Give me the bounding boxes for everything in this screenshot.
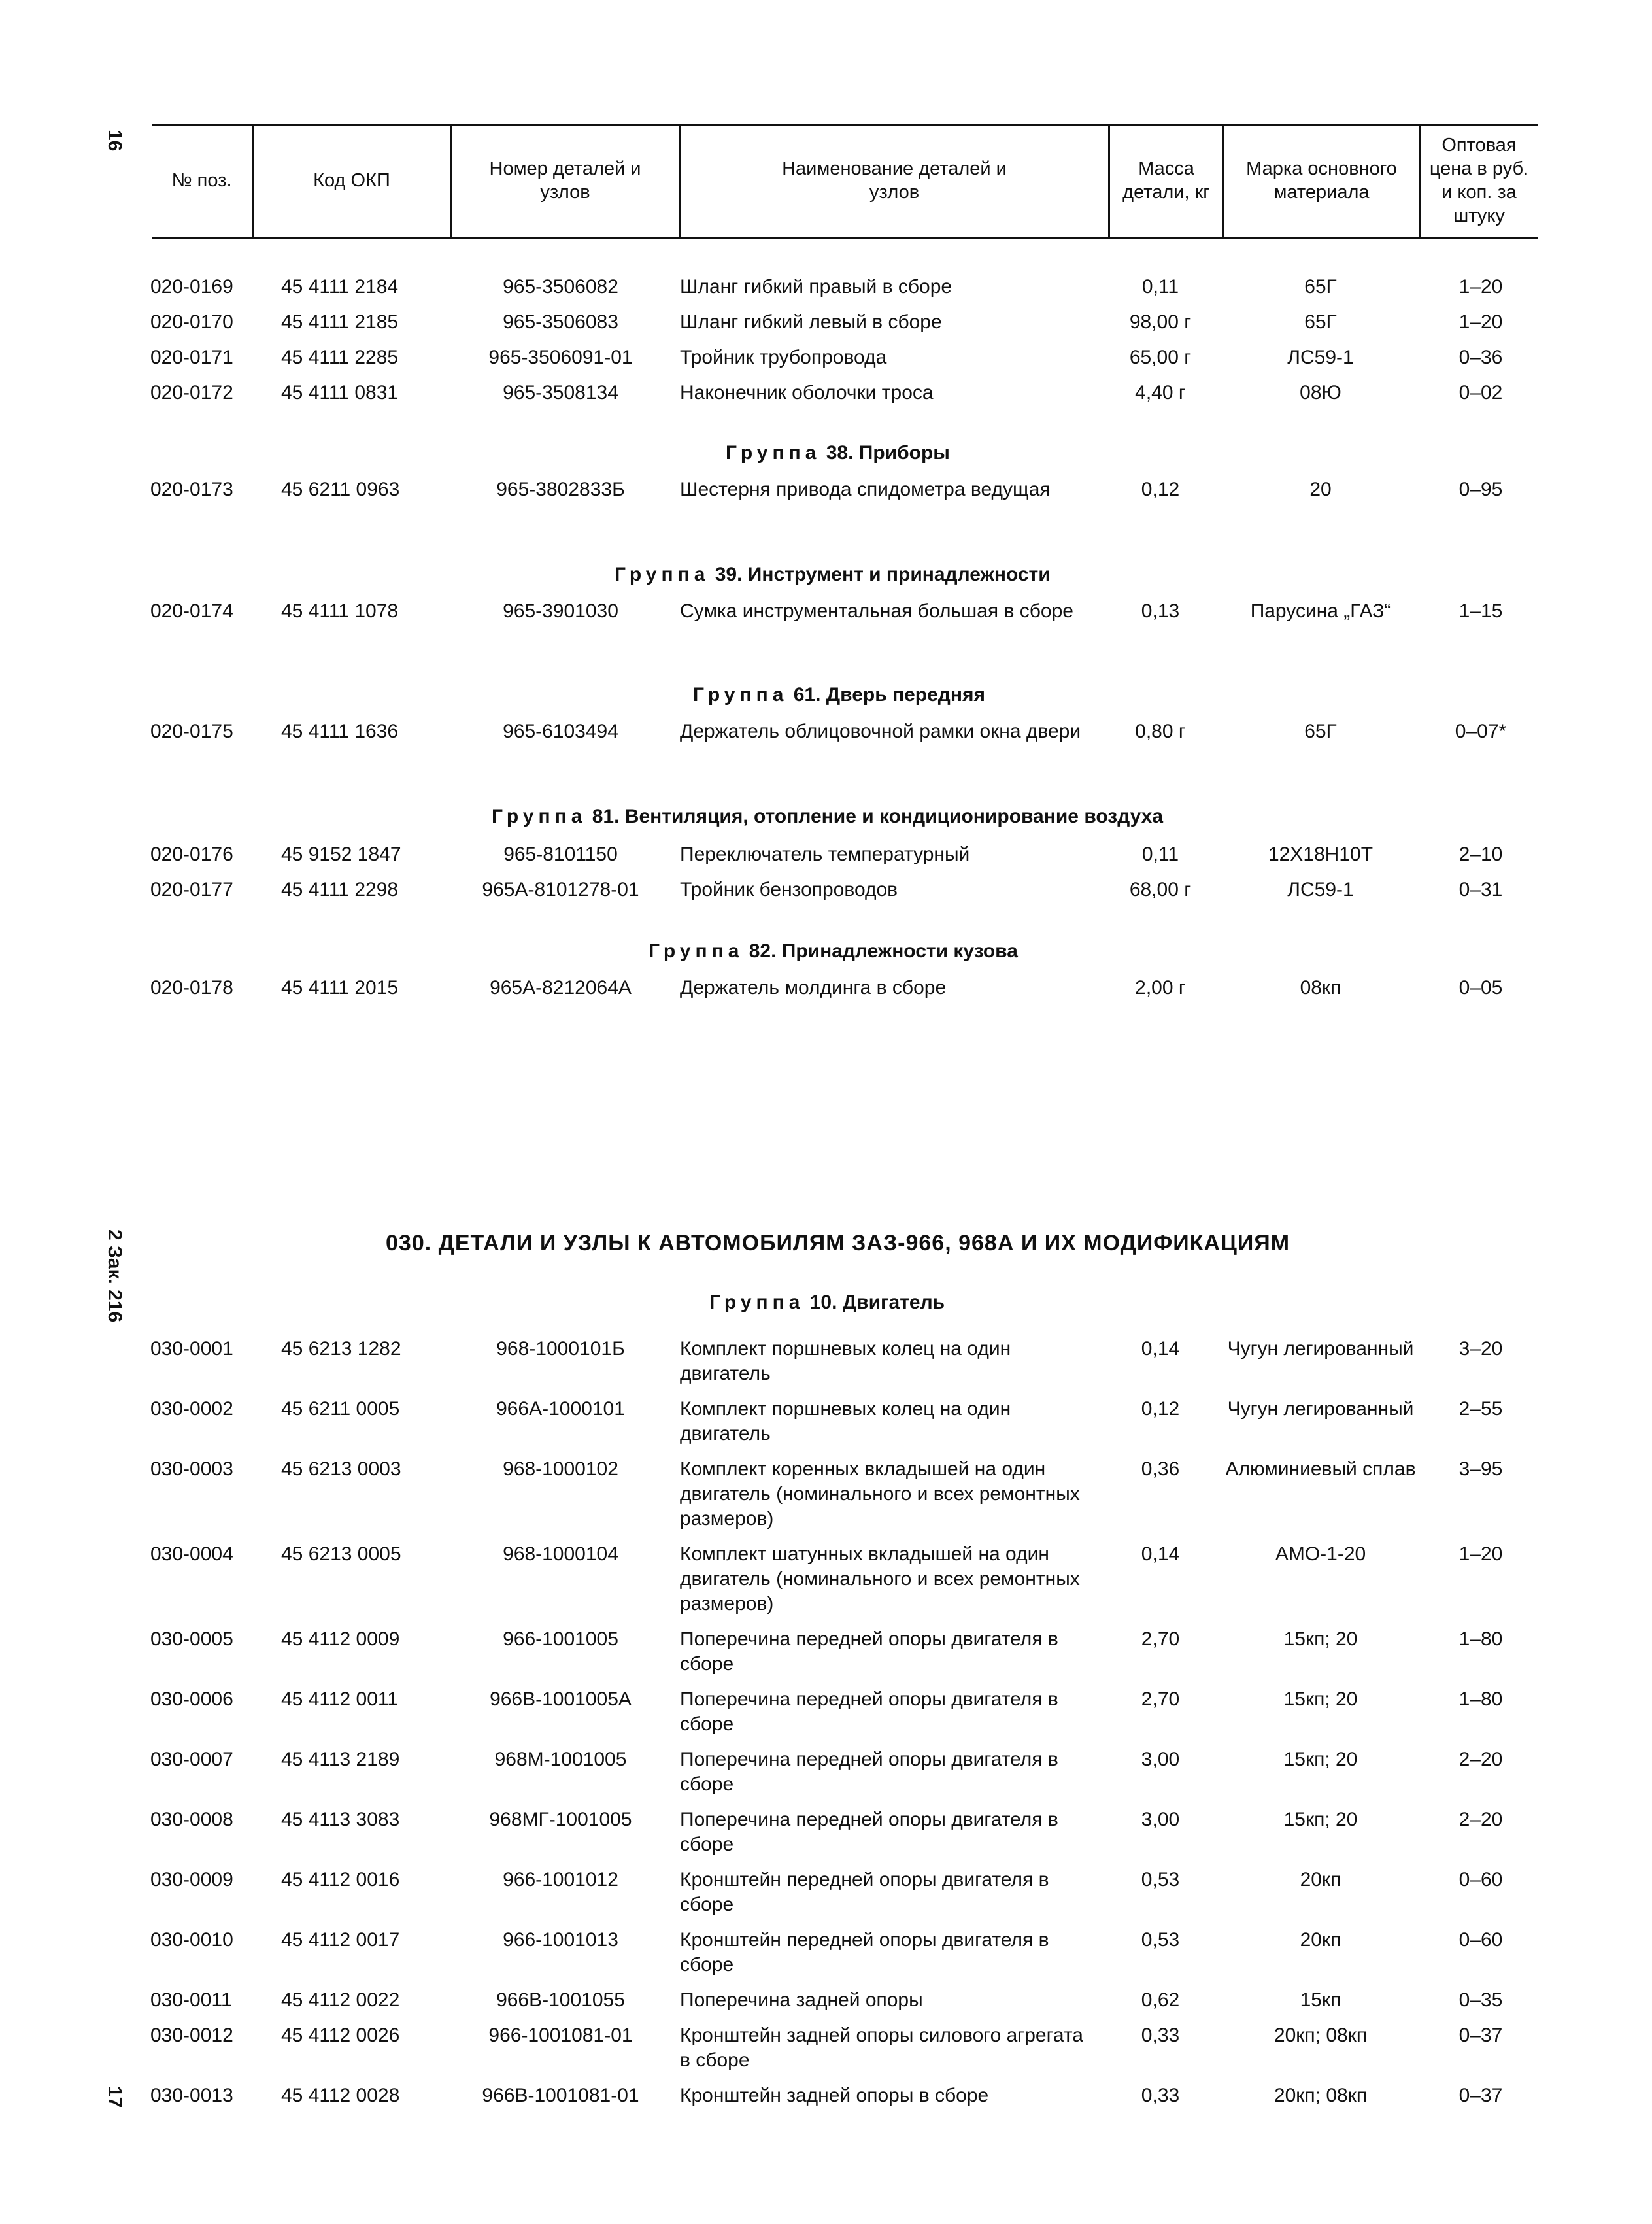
group-label: Группа [615, 564, 710, 585]
price-cell: 1–80 [1458, 1628, 1503, 1650]
price-cell: 2–10 [1458, 844, 1503, 865]
okp-cell: 45 6213 0003 [281, 1458, 401, 1480]
group-heading [492, 806, 1163, 828]
pos-cell: 030-0007 [150, 1749, 233, 1770]
group-label: Группа [709, 1292, 805, 1313]
material-cell: 20кп; 08кп [1273, 2025, 1368, 2046]
part-name-cell: Держатель молдинга в сборе [680, 977, 947, 999]
pos-cell: 030-0002 [150, 1398, 233, 1420]
mass-cell: 0,12 [1141, 479, 1180, 500]
material-cell: Чугун легированный [1227, 1338, 1414, 1360]
price-cell: 0–07* [1455, 721, 1507, 742]
header-pos: № поз. [171, 170, 232, 191]
group-heading [726, 442, 950, 464]
okp-cell: 45 4111 2298 [281, 879, 399, 900]
mass-cell: 3,00 [1141, 1809, 1180, 1830]
pos-cell: 020-0169 [150, 276, 233, 298]
price-cell: 1–20 [1458, 311, 1503, 333]
page-number-left: 16 [104, 129, 126, 152]
mass-cell: 0,14 [1141, 1338, 1180, 1360]
group-heading [693, 684, 985, 706]
part-number-cell: 966В-1001055 [496, 1989, 625, 2011]
part-name-cell: Поперечина передней опоры двигателя в сборе [680, 1809, 1058, 1855]
group-label: Группа [492, 806, 587, 827]
material-cell: 20кп [1300, 1869, 1341, 1890]
pos-cell: 030-0004 [150, 1543, 233, 1565]
group-title: 81. Вентиляция, отопление и кондиционирование воздуха [592, 806, 1164, 827]
pos-cell: 030-0013 [150, 2085, 233, 2106]
pos-cell: 020-0173 [150, 479, 233, 500]
part-name-cell: Тройник бензопроводов [680, 879, 898, 900]
part-name-cell: Поперечина передней опоры двигателя в сборе [680, 1688, 1058, 1735]
group-heading [709, 1292, 945, 1314]
part-number-cell: 965-8101150 [503, 844, 618, 865]
part-name-cell: Наконечник оболочки троса [680, 382, 934, 403]
material-cell: 15кп; 20 [1283, 1749, 1358, 1770]
okp-cell: 45 4111 1078 [281, 600, 399, 622]
price-cell: 0–05 [1458, 977, 1503, 999]
mass-cell: 98,00 г [1129, 311, 1192, 333]
mass-cell: 0,14 [1141, 1543, 1180, 1565]
section-title: 030. ДЕТАЛИ И УЗЛЫ К АВТОМОБИЛЯМ ЗАЗ-966, 968А И ИХ МОДИФИКАЦИЯМ [386, 1231, 1290, 1256]
part-number-cell: 966А-1000101 [496, 1398, 625, 1420]
header-bottom-rule [152, 237, 1538, 239]
okp-cell: 45 4113 3083 [281, 1809, 400, 1830]
part-number-cell: 966В-1001081-01 [482, 2085, 639, 2106]
mass-cell: 0,62 [1141, 1989, 1180, 2011]
pos-cell: 030-0008 [150, 1809, 233, 1830]
part-number-cell: 966-1001005 [503, 1628, 618, 1650]
part-name-cell: Комплект коренных вкладышей на один двигатель (номинального и всех ремонтных размеров) [680, 1458, 1080, 1530]
okp-cell: 45 4112 0022 [281, 1989, 400, 2011]
part-name-cell: Комплект поршневых колец на один двигатель [680, 1398, 1011, 1445]
part-number-cell: 966-1001081-01 [488, 2025, 633, 2046]
print-order-mark: 2 Зак. 216 [104, 1229, 126, 1323]
price-cell: 2–20 [1458, 1809, 1503, 1830]
price-cell: 1–15 [1458, 600, 1503, 622]
price-cell: 0–37 [1458, 2085, 1503, 2106]
price-cell: 0–31 [1458, 879, 1503, 900]
material-cell: Алюминиевый сплав [1225, 1458, 1416, 1480]
part-number-cell: 968-1000104 [503, 1543, 618, 1565]
part-name-cell: Кронштейн задней опоры в сборе [680, 2085, 989, 2106]
price-cell: 1–20 [1458, 276, 1503, 298]
pos-cell: 020-0170 [150, 311, 233, 333]
material-cell: 15кп; 20 [1283, 1809, 1358, 1830]
mass-cell: 65,00 г [1129, 347, 1192, 368]
mass-cell: 0,80 г [1135, 721, 1186, 742]
part-number-cell: 968М-1001005 [494, 1749, 627, 1770]
group-label: Группа [649, 940, 744, 962]
part-number-cell: 968-1000102 [503, 1458, 618, 1480]
mass-cell: 3,00 [1141, 1749, 1180, 1770]
pos-cell: 030-0011 [150, 1989, 232, 2011]
price-cell: 2–20 [1458, 1749, 1503, 1770]
header-material: Марка основного материала [1246, 158, 1397, 203]
part-number-cell: 968-1000101Б [496, 1338, 625, 1360]
material-cell: 12Х18Н10Т [1268, 844, 1374, 865]
material-cell: 65Г [1304, 311, 1337, 333]
part-number-cell: 965-6103494 [503, 721, 618, 742]
okp-cell: 45 4111 0831 [281, 382, 399, 403]
material-cell: 15кп; 20 [1283, 1688, 1358, 1710]
group-label: Группа [693, 684, 788, 706]
material-cell: Парусина „ГАЗ“ [1250, 600, 1391, 622]
part-number-cell: 965-3506091-01 [488, 347, 633, 368]
group-title: 61. Дверь передняя [793, 684, 985, 706]
mass-cell: 4,40 г [1135, 382, 1186, 403]
pos-cell: 020-0174 [150, 600, 233, 622]
part-number-cell: 965А-8101278-01 [482, 879, 639, 900]
price-cell: 2–55 [1458, 1398, 1503, 1420]
okp-cell: 45 4112 0011 [281, 1688, 399, 1710]
material-cell: 20 [1309, 479, 1332, 500]
price-cell: 1–20 [1458, 1543, 1503, 1565]
part-name-cell: Кронштейн задней опоры силового агрегата в сборе [680, 2025, 1083, 2071]
okp-cell: 45 4111 1636 [281, 721, 399, 742]
okp-cell: 45 6213 0005 [281, 1543, 401, 1565]
price-cell: 0–02 [1458, 382, 1503, 403]
pos-cell: 030-0012 [150, 2025, 233, 2046]
material-cell: АМО-1-20 [1275, 1543, 1366, 1565]
header-mass: Масса детали, кг [1122, 158, 1210, 203]
part-number-cell: 966-1001012 [503, 1869, 618, 1890]
okp-cell: 45 4112 0017 [281, 1929, 400, 1951]
okp-cell: 45 4112 0016 [281, 1869, 400, 1890]
mass-cell: 0,53 [1141, 1929, 1180, 1951]
part-number-cell: 968МГ-1001005 [489, 1809, 632, 1830]
material-cell: 20кп [1300, 1929, 1341, 1951]
pos-cell: 020-0171 [150, 347, 233, 368]
price-cell: 3–20 [1458, 1338, 1503, 1360]
price-cell: 0–37 [1458, 2025, 1503, 2046]
pos-cell: 020-0175 [150, 721, 233, 742]
pos-cell: 030-0003 [150, 1458, 233, 1480]
part-name-cell: Поперечина передней опоры двигателя в сборе [680, 1628, 1058, 1675]
mass-cell: 0,11 [1141, 276, 1179, 298]
okp-cell: 45 4111 2285 [281, 347, 399, 368]
price-cell: 0–60 [1458, 1869, 1503, 1890]
mass-cell: 68,00 г [1129, 879, 1192, 900]
okp-cell: 45 6211 0005 [281, 1398, 400, 1420]
part-name-cell: Поперечина задней опоры [680, 1989, 923, 2011]
group-title: 10. Двигатель [809, 1292, 945, 1313]
price-cell: 0–36 [1458, 347, 1503, 368]
material-cell: 08Ю [1300, 382, 1341, 403]
mass-cell: 0,33 [1141, 2025, 1180, 2046]
group-heading [615, 564, 1051, 586]
material-cell: Чугун легированный [1227, 1398, 1414, 1420]
pos-cell: 030-0005 [150, 1628, 233, 1650]
okp-cell: 45 4111 2184 [281, 276, 399, 298]
price-cell: 3–95 [1458, 1458, 1503, 1480]
pos-cell: 030-0001 [150, 1338, 233, 1360]
mass-cell: 2,00 г [1135, 977, 1186, 999]
part-name-cell: Шланг гибкий правый в сборе [680, 276, 952, 298]
pos-cell: 030-0010 [150, 1929, 233, 1951]
material-cell: 15кп [1300, 1989, 1341, 2011]
mass-cell: 2,70 [1141, 1628, 1180, 1650]
mass-cell: 0,36 [1141, 1458, 1180, 1480]
part-name-cell: Держатель облицовочной рамки окна двери [680, 721, 1081, 742]
mass-cell: 0,33 [1141, 2085, 1180, 2106]
part-name-cell: Кронштейн передней опоры двигателя в сборе [680, 1869, 1049, 1915]
part-name-cell: Тройник трубопровода [680, 347, 887, 368]
part-number-cell: 965-3506083 [503, 311, 618, 333]
okp-cell: 45 6213 1282 [281, 1338, 401, 1360]
okp-cell: 45 6211 0963 [281, 479, 400, 500]
mass-cell: 0,53 [1141, 1869, 1180, 1890]
material-cell: ЛС59-1 [1287, 347, 1354, 368]
pos-cell: 020-0176 [150, 844, 233, 865]
mass-cell: 0,12 [1141, 1398, 1180, 1420]
okp-cell: 45 9152 1847 [281, 844, 401, 865]
part-name-cell: Сумка инструментальная большая в сборе [680, 600, 1073, 622]
header-price: Оптовая цена в руб. и коп. за штуку [1429, 135, 1529, 226]
okp-cell: 45 4113 2189 [281, 1749, 400, 1770]
material-cell: 15кп; 20 [1283, 1628, 1358, 1650]
header-okp: Код ОКП [313, 170, 390, 191]
part-name-cell: Шестерня привода спидометра ведущая [680, 479, 1051, 500]
material-cell: 20кп; 08кп [1273, 2085, 1368, 2106]
part-name-cell: Шланг гибкий левый в сборе [680, 311, 942, 333]
part-name-cell: Поперечина передней опоры двигателя в сборе [680, 1749, 1058, 1795]
mass-cell: 0,13 [1141, 600, 1180, 622]
header-part-number: Номер деталей и узлов [489, 158, 641, 203]
pos-cell: 030-0009 [150, 1869, 233, 1890]
page-number-right: 17 [104, 2086, 126, 2108]
price-cell: 0–60 [1458, 1929, 1503, 1951]
part-name-cell: Кронштейн передней опоры двигателя в сборе [680, 1929, 1049, 1976]
pos-cell: 020-0178 [150, 977, 233, 999]
material-cell: 65Г [1304, 276, 1337, 298]
price-cell: 0–35 [1458, 1989, 1503, 2011]
material-cell: 08кп [1300, 977, 1341, 999]
okp-cell: 45 4111 2015 [281, 977, 399, 999]
part-number-cell: 965-3506082 [503, 276, 618, 298]
pos-cell: 030-0006 [150, 1688, 233, 1710]
okp-cell: 45 4111 2185 [281, 311, 399, 333]
part-name-cell: Переключатель температурный [680, 844, 970, 865]
mass-cell: 2,70 [1141, 1688, 1180, 1710]
material-cell: ЛС59-1 [1287, 879, 1354, 900]
group-heading [649, 940, 1018, 963]
pos-cell: 020-0172 [150, 382, 233, 403]
group-title: 39. Инструмент и принадлежности [715, 564, 1051, 585]
okp-cell: 45 4112 0026 [281, 2025, 400, 2046]
part-name-cell: Комплект шатунных вкладышей на один двигатель (номинального и всех ремонтных размеров) [680, 1543, 1080, 1615]
okp-cell: 45 4112 0028 [281, 2085, 400, 2106]
price-cell: 0–95 [1458, 479, 1503, 500]
part-number-cell: 966В-1001005А [490, 1688, 632, 1710]
group-label: Группа [726, 442, 821, 464]
material-cell: 65Г [1304, 721, 1337, 742]
mass-cell: 0,11 [1141, 844, 1179, 865]
part-name-cell: Комплект поршневых колец на один двигатель [680, 1338, 1011, 1384]
pos-cell: 020-0177 [150, 879, 233, 900]
price-cell: 1–80 [1458, 1688, 1503, 1710]
group-title: 82. Принадлежности кузова [749, 940, 1018, 962]
group-title: 38. Приборы [826, 442, 950, 464]
part-number-cell: 965-3802833Б [496, 479, 625, 500]
part-number-cell: 965А-8212064А [490, 977, 632, 999]
okp-cell: 45 4112 0009 [281, 1628, 400, 1650]
part-number-cell: 965-3508134 [503, 382, 618, 403]
part-number-cell: 966-1001013 [503, 1929, 618, 1951]
header-name: Наименование деталей и узлов [782, 158, 1007, 203]
part-number-cell: 965-3901030 [503, 600, 618, 622]
